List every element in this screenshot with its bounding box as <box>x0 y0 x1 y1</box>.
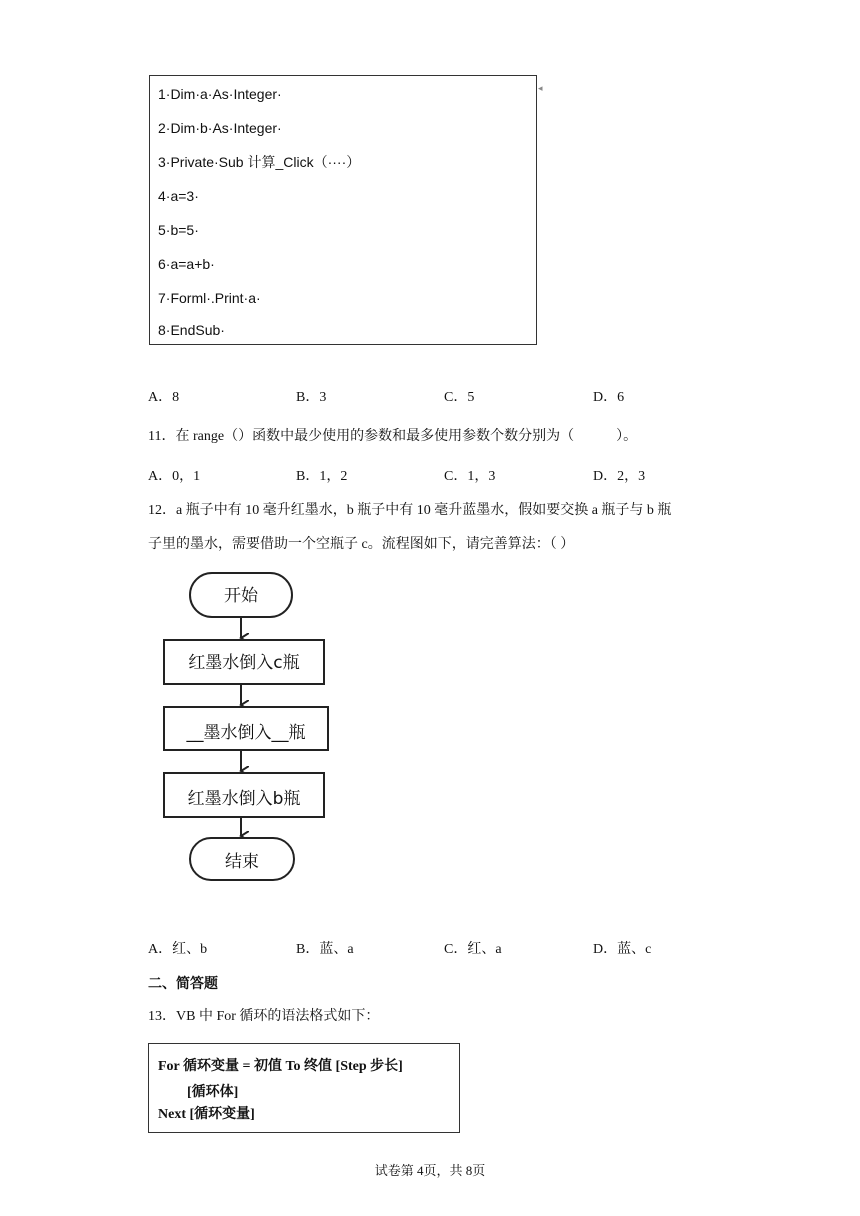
q11-option-c: C．1，3 <box>444 469 496 484</box>
syntax-line: For 循环变量 = 初值 To 终值 [Step 步长] <box>158 1059 403 1074</box>
q10-option-a: A．8 <box>148 390 180 405</box>
q12-option-c: C．红、a <box>444 942 502 957</box>
flowchart-start-label: 开始 <box>224 586 258 606</box>
code-line: 7·Forml·.Print·a· <box>158 290 261 306</box>
q10-option-b: B．3 <box>296 390 327 405</box>
page-footer: 试卷第 4页，共 8页 <box>374 1163 486 1178</box>
flowchart-end-label: 结束 <box>225 852 259 872</box>
q10-option-d: D．6 <box>593 390 625 405</box>
q12-option-d: D．蓝、c <box>593 942 652 957</box>
code-line: 6·a=a+b· <box>158 256 215 272</box>
q12-option-a: A．红、b <box>148 942 208 957</box>
syntax-line: [循环体] <box>187 1085 239 1100</box>
code-line: 8·EndSub· <box>158 322 225 338</box>
q11-option-d: D．2，3 <box>593 469 646 484</box>
q11-option-b: B．1，2 <box>296 469 348 484</box>
code-box <box>149 75 537 345</box>
flowchart-step1-label: 红墨水倒入c瓶 <box>188 653 300 673</box>
flowchart-step3-label: 红墨水倒入b瓶 <box>187 789 301 809</box>
code-line: 1·Dim·a·As·Integer· <box>158 86 282 102</box>
code-line: 2·Dim·b·As·Integer· <box>158 120 282 136</box>
q10-option-c: C．5 <box>444 390 475 405</box>
q12-option-b: B．蓝、a <box>296 942 354 957</box>
syntax-line: Next [循环变量] <box>158 1107 255 1122</box>
syntax-box <box>148 1043 460 1133</box>
anchor-mark-icon: ◂ <box>538 84 543 94</box>
flowchart-step2-label: __墨水倒入__瓶 <box>186 723 306 743</box>
q12-question-line1: 12．a 瓶子中有 10 毫升红墨水，b 瓶子中有 10 毫升蓝墨水，假如要交换 a 瓶子与 b 瓶 <box>148 503 672 518</box>
code-line: 3·Private·Sub 计算_Click（····） <box>158 154 361 170</box>
q11-option-a: A．0，1 <box>148 469 201 484</box>
code-line: 5·b=5· <box>158 222 199 238</box>
code-line: 4·a=3· <box>158 188 199 204</box>
q12-question-line2: 子里的墨水，需要借助一个空瓶子 c。流程图如下，请完善算法：（ ） <box>148 537 575 552</box>
section-title: 二、简答题 <box>148 977 218 992</box>
q11-question: 11．在 range（）函数中最少使用的参数和最多使用参数个数分别为（ ）。 <box>148 429 638 444</box>
q13-question: 13．VB 中 For 循环的语法格式如下： <box>148 1009 380 1024</box>
